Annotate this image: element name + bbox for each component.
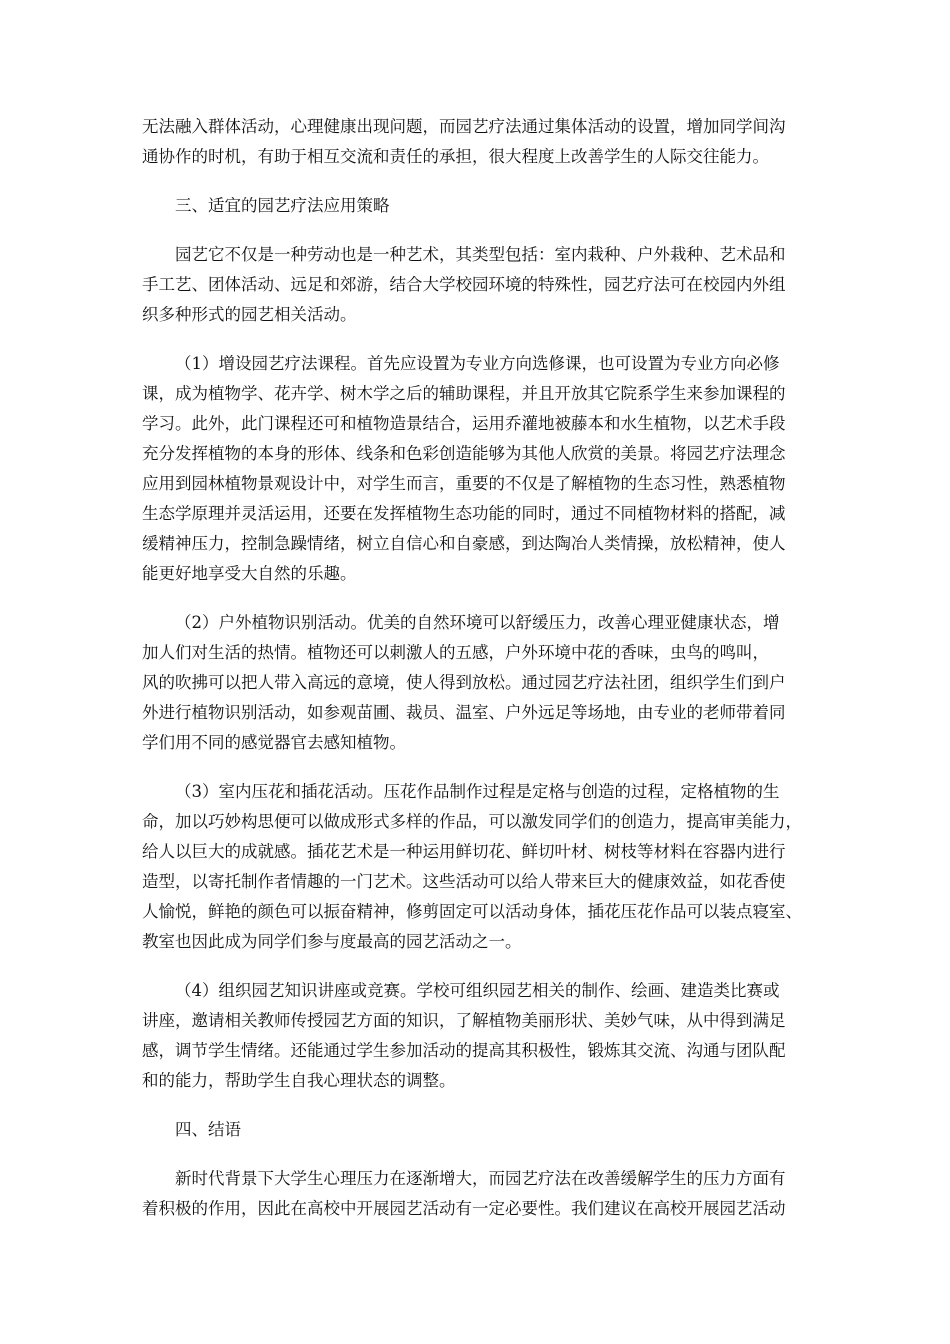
- text-line: 无法融入群体活动，心理健康出现问题，而园艺疗法通过集体活动的设置，增加同学间沟: [142, 117, 786, 136]
- text-line: 园艺它不仅是一种劳动也是一种艺术，其类型包括：室内栽种、户外栽种、艺术品和: [175, 245, 786, 264]
- text-line: 给人以巨大的成就感。插花艺术是一种运用鲜切花、鲜切叶材、树枝等材料在容器内进行: [142, 842, 786, 861]
- text-line: 命，加以巧妙构思便可以做成形式多样的作品，可以激发同学们的创造力，提高审美能力，: [142, 812, 802, 831]
- text-line: 风的吹拂可以把人带入高远的意境，使人得到放松。通过园艺疗法社团，组织学生们到户: [142, 673, 786, 692]
- text-line: 和的能力，帮助学生自我心理状态的调整。: [142, 1071, 456, 1090]
- text-line: 新时代背景下大学生心理压力在逐渐增大，而园艺疗法在改善缓解学生的压力方面有: [175, 1169, 786, 1188]
- document-body: [142, 112, 802, 1224]
- text-line: 着积极的作用，因此在高校中开展园艺活动有一定必要性。我们建议在高校开展园艺活动: [142, 1199, 786, 1218]
- text-line: 手工艺、团体活动、远足和郊游，结合大学校园环境的特殊性，园艺疗法可在校园内外组: [142, 275, 786, 294]
- paragraph-conclusion: [142, 1164, 802, 1224]
- text-line: 学习。此外，此门课程还可和植物造景结合，运用乔灌地被藤本和水生植物，以艺术手段: [142, 414, 786, 433]
- text-line: 充分发挥植物的本身的形体、线条和色彩创造能够为其他人欣赏的美景。将园艺疗法理念: [142, 444, 786, 463]
- text-line: 能更好地享受大自然的乐趣。: [142, 564, 357, 583]
- text-line: 缓精神压力，控制急躁情绪，树立自信心和自豪感，到达陶冶人类情操，放松精神，使人: [142, 534, 786, 553]
- text-line: 加人们对生活的热情。植物还可以刺激人的五感，户外环境中花的香味，虫鸟的鸣叫，: [142, 643, 769, 662]
- text-line: 人愉悦，鲜艳的颜色可以振奋精神，修剪固定可以活动身体，插花压花作品可以装点寝室、: [142, 902, 802, 921]
- text-line: 课，成为植物学、花卉学、树木学之后的辅助课程，并且开放其它院系学生来参加课程的: [142, 384, 786, 403]
- text-line: （1）增设园艺疗法课程。首先应设置为专业方向选修课，也可设置为专业方向必修: [175, 354, 780, 373]
- text-line: 生态学原理并灵活运用，还要在发挥植物生态功能的同时，通过不同植物材料的搭配，减: [142, 504, 786, 523]
- paragraph-item-3-flowers: [142, 777, 802, 957]
- text-line: 外进行植物识别活动，如参观苗圃、裁员、温室、户外远足等场地，由专业的老师带着同: [142, 703, 786, 722]
- text-line: 通协作的时机，有助于相互交流和责任的承担，很大程度上改善学生的人际交往能力。: [142, 147, 769, 166]
- text-line: 织多种形式的园艺相关活动。: [142, 305, 357, 324]
- paragraph-interpersonal: [142, 112, 802, 172]
- text-line: 感，调节学生情绪。还能通过学生参加活动的提高其积极性，锻炼其交流、沟通与团队配: [142, 1041, 786, 1060]
- text-line: 讲座，邀请相关教师传授园艺方面的知识，了解植物美丽形状、美妙气味，从中得到满足: [142, 1011, 786, 1030]
- text-line: （4）组织园艺知识讲座或竞赛。学校可组织园艺相关的制作、绘画、建造类比赛或: [175, 981, 780, 1000]
- text-line: 造型，以寄托制作者情趣的一门艺术。这些活动可以给人带来巨大的健康效益，如花香使: [142, 872, 786, 891]
- section-heading-conclusion: 四、结语: [175, 1120, 241, 1139]
- paragraph-item-4-lectures: [142, 976, 802, 1096]
- text-line: （2）户外植物识别活动。优美的自然环境可以舒缓压力，改善心理亚健康状态，增: [175, 613, 780, 632]
- text-line: 教室也因此成为同学们参与度最高的园艺活动之一。: [142, 932, 522, 951]
- text-line: 学们用不同的感觉器官去感知植物。: [142, 733, 406, 752]
- text-line: （3）室内压花和插花活动。压花作品制作过程是定格与创造的过程，定格植物的生: [175, 782, 780, 801]
- text-line: 应用到园林植物景观设计中，对学生而言，重要的不仅是了解植物的生态习性，熟悉植物: [142, 474, 786, 493]
- paragraph-item-2-outdoor: [142, 608, 802, 758]
- paragraph-horticulture-types: [142, 240, 802, 330]
- paragraph-item-1-course: [142, 349, 802, 589]
- section-heading-strategies: 三、适宜的园艺疗法应用策略: [175, 196, 390, 215]
